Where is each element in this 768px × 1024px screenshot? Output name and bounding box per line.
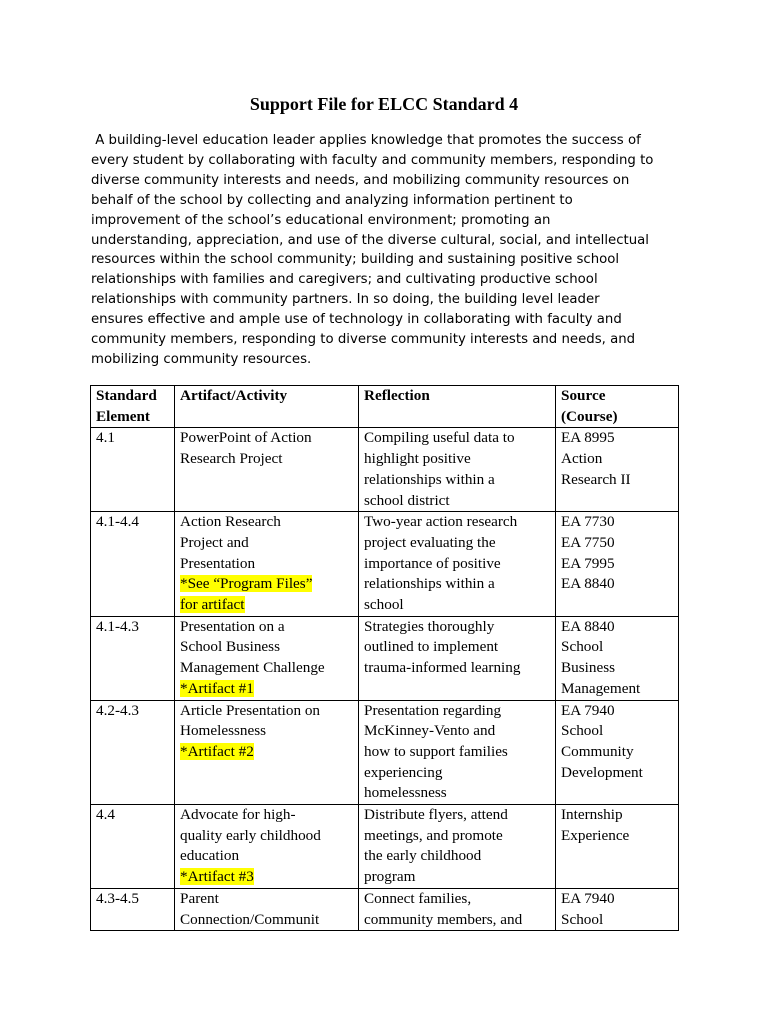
intro-line: understanding, appreciation, and use of the diverse cultural, social, and intellectual (91, 232, 649, 248)
source-course-text: Internship (561, 806, 623, 824)
source-course-text-line (561, 889, 674, 910)
cell-artifact-activity (175, 616, 359, 700)
source-course-text-line (561, 805, 674, 826)
reflection-text-line (364, 554, 551, 575)
source-course-text: School (561, 638, 604, 656)
cell-standard-element (91, 888, 175, 930)
header-source-course-text: Source (561, 387, 606, 404)
artifact-text-line (180, 805, 354, 826)
cell-reflection (359, 616, 556, 700)
reflection-text: Distribute flyers, attend (364, 806, 508, 824)
source-course-text: Research II (561, 470, 631, 488)
artifact-text: education (180, 847, 240, 865)
standard-element-text-line (96, 428, 170, 449)
header-reflection-text: Reflection (364, 387, 430, 404)
header-standard-element-text: Standard (96, 387, 157, 404)
intro-line: community members, responding to diverse community interests and needs, and (91, 332, 636, 348)
reflection-text-line (364, 910, 551, 931)
header-source-course-text-line (561, 407, 674, 428)
reflection-text-line (364, 637, 551, 658)
intro-line: relationships with community partners. In so doing, the building level leader (91, 292, 600, 308)
reflection-text: relationships within a (364, 575, 495, 593)
standard-element-text-line (96, 701, 170, 722)
header-source-course (556, 386, 679, 428)
reflection-text: McKinney-Vento and (364, 722, 496, 740)
cell-reflection (359, 888, 556, 930)
reflection-text: how to support families (364, 742, 508, 760)
intro-line: behalf of the school by collecting and analyzing information pertinent to (91, 192, 573, 208)
artifact-text-line (180, 721, 354, 742)
reflection-text-line (364, 512, 551, 533)
reflection-text: homelessness (364, 784, 447, 802)
reflection-text-line (364, 721, 551, 742)
reflection-text: trauma-informed learning (364, 659, 521, 677)
source-course-text: School (561, 722, 604, 740)
source-course-text: Community (561, 742, 634, 760)
header-artifact-activity-text-line (180, 386, 354, 407)
source-course-text-line (561, 470, 674, 491)
header-standard-element-text: Element (96, 407, 150, 425)
artifact-note-highlight-line (180, 867, 354, 888)
source-course-text: EA 7995 (561, 554, 615, 572)
reflection-text-line (364, 658, 551, 679)
artifact-text: PowerPoint of Action (180, 429, 312, 447)
artifact-text-line (180, 701, 354, 722)
intro-line: improvement of the school’s educational environment; promoting an (91, 212, 551, 228)
reflection-text-line (364, 428, 551, 449)
reflection-text: program (364, 868, 416, 886)
source-course-text: Experience (561, 826, 630, 844)
cell-source-course (556, 700, 679, 805)
cell-source-course (556, 805, 679, 889)
reflection-text: meetings, and promote (364, 826, 503, 844)
standard-element-text: 4.1 (96, 429, 115, 447)
artifact-text: Connection/Communit (180, 910, 320, 928)
artifact-text: Parent (180, 889, 219, 907)
artifact-text: Homelessness (180, 722, 267, 740)
reflection-text-line (364, 595, 551, 616)
reflection-text-line (364, 533, 551, 554)
reflection-text-line (364, 889, 551, 910)
reflection-text: relationships within a (364, 470, 495, 488)
reflection-text-line (364, 805, 551, 826)
reflection-text-line (364, 491, 551, 512)
reflection-text: school (364, 596, 404, 614)
cell-standard-element (91, 512, 175, 617)
source-course-text: Development (561, 763, 643, 781)
source-course-text-line (561, 512, 674, 533)
intro-line: every student by collaborating with faculty and community members, responding to (91, 152, 654, 168)
reflection-text-line (364, 449, 551, 470)
header-source-course-text: (Course) (561, 407, 618, 425)
artifact-text: Project and (180, 533, 249, 551)
intro-line: diverse community interests and needs, and mobilizing community resources on (91, 172, 630, 188)
reflection-text-line (364, 701, 551, 722)
artifact-text-line (180, 512, 354, 533)
intro-line: A building-level education leader applies knowledge that promotes the success of (91, 133, 641, 148)
intro-line: relationships with families and caregivers; and cultivating productive school (91, 272, 598, 288)
source-course-text-line (561, 617, 674, 638)
cell-source-course (556, 512, 679, 617)
artifact-text-line (180, 554, 354, 575)
source-course-text: School (561, 910, 604, 928)
cell-reflection (359, 700, 556, 805)
artifact-text: quality early childhood (180, 826, 321, 844)
reflection-text: experiencing (364, 763, 443, 781)
header-reflection-text-line (364, 386, 551, 407)
source-course-text-line (561, 554, 674, 575)
table-row (91, 888, 679, 930)
reflection-text: Compiling useful data to (364, 429, 515, 447)
artifact-text-line (180, 910, 354, 931)
artifact-note-highlight: for artifact (180, 596, 245, 614)
reflection-text: Two-year action research (364, 513, 518, 531)
source-course-text: EA 7730 (561, 513, 615, 531)
table-row (91, 428, 679, 512)
source-course-text-line (561, 826, 674, 847)
reflection-text: school district (364, 491, 450, 509)
intro-line: ensures effective and ample use of technology in collaborating with faculty and (91, 312, 622, 328)
intro-line: resources within the school community; building and sustaining positive school (91, 252, 620, 268)
reflection-text: project evaluating the (364, 533, 496, 551)
reflection-text: community members, and (364, 910, 523, 928)
standard-element-text-line (96, 512, 170, 533)
reflection-text: outlined to implement (364, 638, 499, 656)
reflection-text: importance of positive (364, 554, 501, 572)
standard-element-text-line (96, 805, 170, 826)
cell-reflection (359, 805, 556, 889)
cell-source-course (556, 616, 679, 700)
source-course-text-line (561, 637, 674, 658)
cell-standard-element (91, 428, 175, 512)
cell-artifact-activity (175, 805, 359, 889)
table-row (91, 805, 679, 889)
artifact-text: Research Project (180, 450, 283, 468)
standard-element-text: 4.2-4.3 (96, 701, 140, 719)
source-course-text: EA 7940 (561, 889, 615, 907)
source-course-text-line (561, 428, 674, 449)
header-source-course-text-line (561, 386, 674, 407)
source-course-text: EA 8840 (561, 617, 615, 635)
cell-standard-element (91, 616, 175, 700)
artifact-note-highlight-line (180, 574, 354, 595)
header-artifact-activity-text: Artifact/Activity (180, 387, 288, 404)
table-row (91, 700, 679, 805)
reflection-text: highlight positive (364, 450, 471, 468)
source-course-text-line (561, 658, 674, 679)
source-course-text: Business (561, 659, 616, 677)
source-course-text-line (561, 701, 674, 722)
reflection-text: Strategies thoroughly (364, 617, 495, 635)
artifact-text: Article Presentation on (180, 701, 321, 719)
standard-element-text: 4.1-4.3 (96, 617, 140, 635)
source-course-text: EA 7750 (561, 533, 615, 551)
source-course-text-line (561, 533, 674, 554)
source-course-text: EA 8995 (561, 429, 615, 447)
artifact-text-line (180, 846, 354, 867)
table-row (91, 616, 679, 700)
header-artifact-activity (175, 386, 359, 428)
standards-table (90, 385, 679, 931)
header-standard-element-text-line (96, 407, 170, 428)
source-course-text-line (561, 910, 674, 931)
artifact-text-line (180, 617, 354, 638)
artifact-note-highlight: *Artifact #2 (180, 742, 254, 760)
artifact-note-highlight-line (180, 742, 354, 763)
standard-element-text: 4.3-4.5 (96, 889, 140, 907)
cell-reflection (359, 428, 556, 512)
reflection-text-line (364, 470, 551, 491)
artifact-text-line (180, 449, 354, 470)
source-course-text-line (561, 763, 674, 784)
artifact-text-line (180, 533, 354, 554)
source-course-text: Management (561, 679, 641, 697)
artifact-text-line (180, 428, 354, 449)
artifact-text: Presentation on a (180, 617, 285, 635)
source-course-text: EA 8840 (561, 575, 615, 593)
reflection-text-line (364, 783, 551, 804)
standard-element-text-line (96, 617, 170, 638)
document-title: Support File for ELCC Standard 4 (249, 94, 519, 114)
cell-standard-element (91, 805, 175, 889)
artifact-note-highlight: *Artifact #3 (180, 868, 254, 886)
artifact-text: Action Research (180, 513, 281, 531)
reflection-text-line (364, 867, 551, 888)
reflection-text: Presentation regarding (364, 701, 502, 719)
header-reflection (359, 386, 556, 428)
artifact-text: Presentation (180, 554, 256, 572)
artifact-text-line (180, 658, 354, 679)
cell-reflection (359, 512, 556, 617)
cell-artifact-activity (175, 512, 359, 617)
artifact-text-line (180, 637, 354, 658)
cell-artifact-activity (175, 700, 359, 805)
reflection-text-line (364, 763, 551, 784)
cell-standard-element (91, 700, 175, 805)
cell-artifact-activity (175, 428, 359, 512)
source-course-text-line (561, 721, 674, 742)
artifact-note-highlight-line (180, 679, 354, 700)
header-standard-element (91, 386, 175, 428)
artifact-text: Management Challenge (180, 659, 325, 677)
reflection-text: the early childhood (364, 847, 482, 865)
header-standard-element-text-line (96, 386, 170, 407)
reflection-text-line (364, 826, 551, 847)
source-course-text: Action (561, 450, 603, 468)
standard-element-text: 4.4 (96, 806, 115, 824)
artifact-note-highlight: *Artifact #1 (180, 679, 254, 697)
standard-element-text: 4.1-4.4 (96, 513, 140, 531)
reflection-text-line (364, 742, 551, 763)
artifact-text: Advocate for high- (180, 806, 296, 824)
intro-line: mobilizing community resources. (91, 351, 312, 367)
cell-artifact-activity (175, 888, 359, 930)
table-row (91, 512, 679, 617)
artifact-note-highlight: *See “Program Files” (180, 575, 313, 593)
cell-source-course (556, 888, 679, 930)
reflection-text: Connect families, (364, 889, 472, 907)
source-course-text-line (561, 742, 674, 763)
reflection-text-line (364, 846, 551, 867)
source-course-text: EA 7940 (561, 701, 615, 719)
reflection-text-line (364, 574, 551, 595)
artifact-text-line (180, 889, 354, 910)
artifact-note-highlight-line (180, 595, 354, 616)
source-course-text-line (561, 679, 674, 700)
artifact-text: School Business (180, 638, 280, 656)
source-course-text-line (561, 449, 674, 470)
standard-element-text-line (96, 889, 170, 910)
cell-source-course (556, 428, 679, 512)
source-course-text-line (561, 574, 674, 595)
table-header-row (91, 386, 679, 428)
reflection-text-line (364, 617, 551, 638)
artifact-text-line (180, 826, 354, 847)
intro-paragraph (91, 131, 691, 370)
